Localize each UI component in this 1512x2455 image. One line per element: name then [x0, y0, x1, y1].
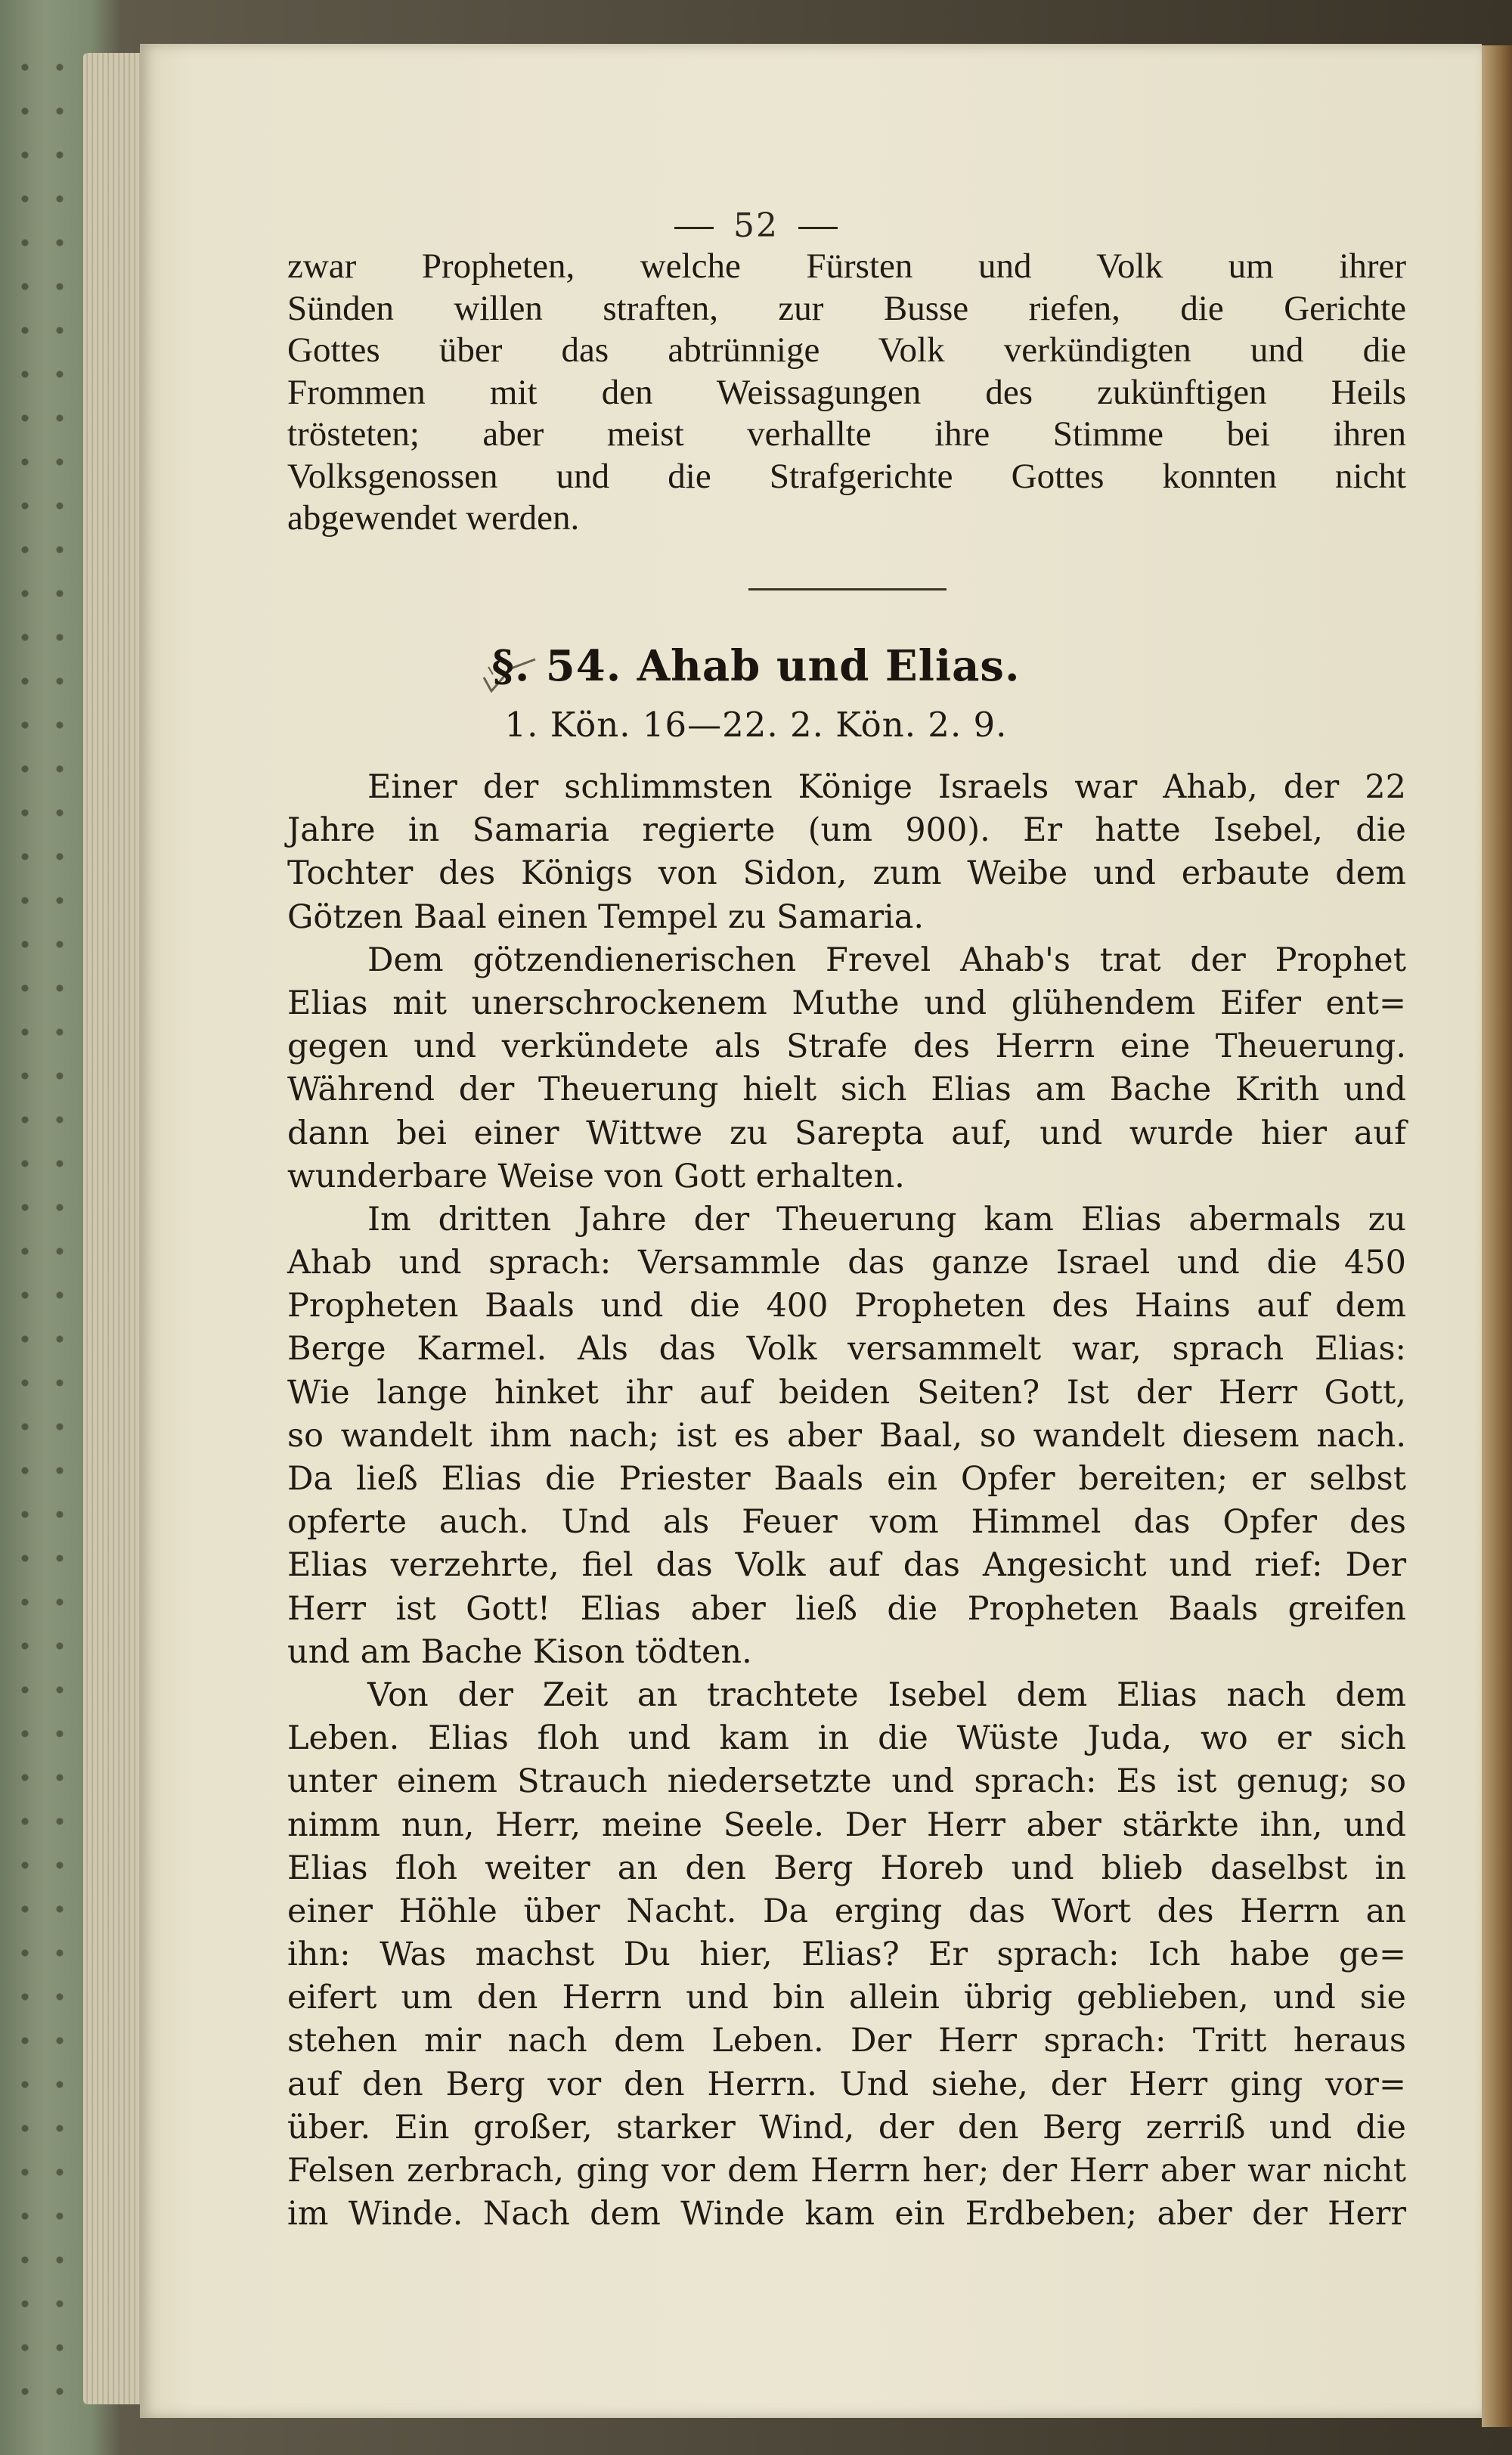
text-line: Volksgenossen und die Strafgerichte Gottes konnten nicht: [287, 456, 1406, 496]
body-text: [287, 766, 1406, 2236]
text-line: Leben. Elias floh und kam in die Wüste Juda, wo er sich: [287, 1719, 1406, 1758]
text-line: Elias mit unerschrockenem Muthe und glühendem Eifer ent=: [287, 984, 1406, 1022]
text-line: Elias floh weiter an den Berg Horeb und blieb daselbst in: [287, 1849, 1406, 1887]
section-divider: [748, 588, 947, 591]
text-line: abgewendet werden.: [287, 498, 580, 538]
text-line: Dem götzendienerischen Frevel Ahab's trat der Prophet: [367, 941, 1406, 979]
text-line: Im dritten Jahre der Theuerung kam Elias abermals zu: [367, 1200, 1406, 1238]
text-line: einer Höhle über Nacht. Da erging das Wort des Herrn an: [287, 1892, 1406, 1930]
text-line: trösteten; aber meist verhallte ihre Stimme bei ihren: [287, 414, 1406, 454]
text-line: über. Ein großer, starker Wind, der den Berg zerriß und die: [287, 2108, 1406, 2147]
text-line: auf den Berg vor den Herrn. Und siehe, der Herr ging vor=: [287, 2065, 1406, 2103]
text-line: wunderbare Weise von Gott erhalten.: [287, 1157, 905, 1195]
text-line: nimm nun, Herr, meine Seele. Der Herr aber stärkte ihn, und: [287, 1806, 1406, 1844]
text-line: dann bei einer Wittwe zu Sarepta auf, und wurde hier auf: [287, 1114, 1406, 1152]
text-line: Von der Zeit an trachtete Isebel dem Elias nach dem: [367, 1675, 1406, 1714]
text-line: Wie lange hinket ihr auf beiden Seiten? Ist der Herr Gott,: [287, 1373, 1406, 1412]
section-heading: §. 54. Ahab und Elias.: [491, 641, 1021, 691]
paragraph-continuation: [287, 246, 1406, 540]
cover-pattern: [8, 45, 91, 2404]
text-line: ihn: Was machst Du hier, Elias? Er sprach: Ich habe ge=: [287, 1936, 1406, 1974]
text-line: und am Bache Kison tödten.: [287, 1632, 752, 1671]
text-line: Ahab und sprach: Versammle das ganze Israel und die 450: [287, 1244, 1406, 1282]
text-line: Frommen mit den Weissagungen des zukünftigen Heils: [287, 372, 1406, 412]
section-scripture-reference: 1. Kön. 16—22. 2. Kön. 2. 9.: [504, 705, 1008, 745]
text-line: Einer der schlimmsten Könige Israels war Ahab, der 22: [367, 768, 1406, 806]
text-line: Elias verzehrte, fiel das Volk auf das Angesicht und rief: Der: [287, 1546, 1406, 1585]
text-line: stehen mir nach dem Leben. Der Herr sprach: Tritt heraus: [287, 2022, 1406, 2060]
text-line: Felsen zerbrach, ging vor dem Herrn her; der Herr aber war nicht: [287, 2152, 1406, 2190]
text-line: so wandelt ihm nach; ist es aber Baal, so wandelt diesem nach.: [287, 1416, 1406, 1455]
text-line: im Winde. Nach dem Winde kam ein Erdbeben; aber der Herr: [287, 2195, 1406, 2233]
page-number-dash-right: [798, 227, 838, 229]
text-line: Sünden willen straften, zur Busse riefen, die Gerichte: [287, 288, 1406, 328]
text-line: Herr ist Gott! Elias aber ließ die Propheten Baals greifen: [287, 1589, 1406, 1628]
page-number-dash-left: [674, 227, 714, 229]
text-line: gegen und verkündete als Strafe des Herrn eine Theuerung.: [287, 1028, 1406, 1066]
text-line: Berge Karmel. Als das Volk versammelt war, sprach Elias:: [287, 1330, 1406, 1369]
text-line: Gottes über das abtrünnige Volk verkündigten und die: [287, 330, 1406, 370]
text-line: Da ließ Elias die Priester Baals ein Opfer bereiten; er selbst: [287, 1460, 1406, 1498]
book-edge-right: [1482, 45, 1512, 2427]
text-line: Während der Theuerung hielt sich Elias am Bache Krith und: [287, 1071, 1406, 1109]
text-line: Tochter des Königs von Sidon, zum Weibe und erbaute dem: [287, 854, 1406, 893]
text-line: Götzen Baal einen Tempel zu Samaria.: [287, 897, 925, 936]
text-line: unter einem Strauch niedersetzte und sprach: Es ist genug; so: [287, 1762, 1406, 1801]
text-line: eifert um den Herrn und bin allein übrig geblieben, und sie: [287, 1979, 1406, 2017]
page-number-value: 52: [733, 206, 779, 245]
text-line: zwar Propheten, welche Fürsten und Volk um ihrer: [287, 246, 1406, 286]
text-line: Jahre in Samaria regierte (um 900). Er hatte Isebel, die: [287, 811, 1406, 850]
page-number: [0, 206, 1512, 245]
text-line: opferte auch. Und als Feuer vom Himmel das Opfer des: [287, 1503, 1406, 1542]
text-line: Propheten Baals und die 400 Propheten des Hains auf dem: [287, 1287, 1406, 1325]
